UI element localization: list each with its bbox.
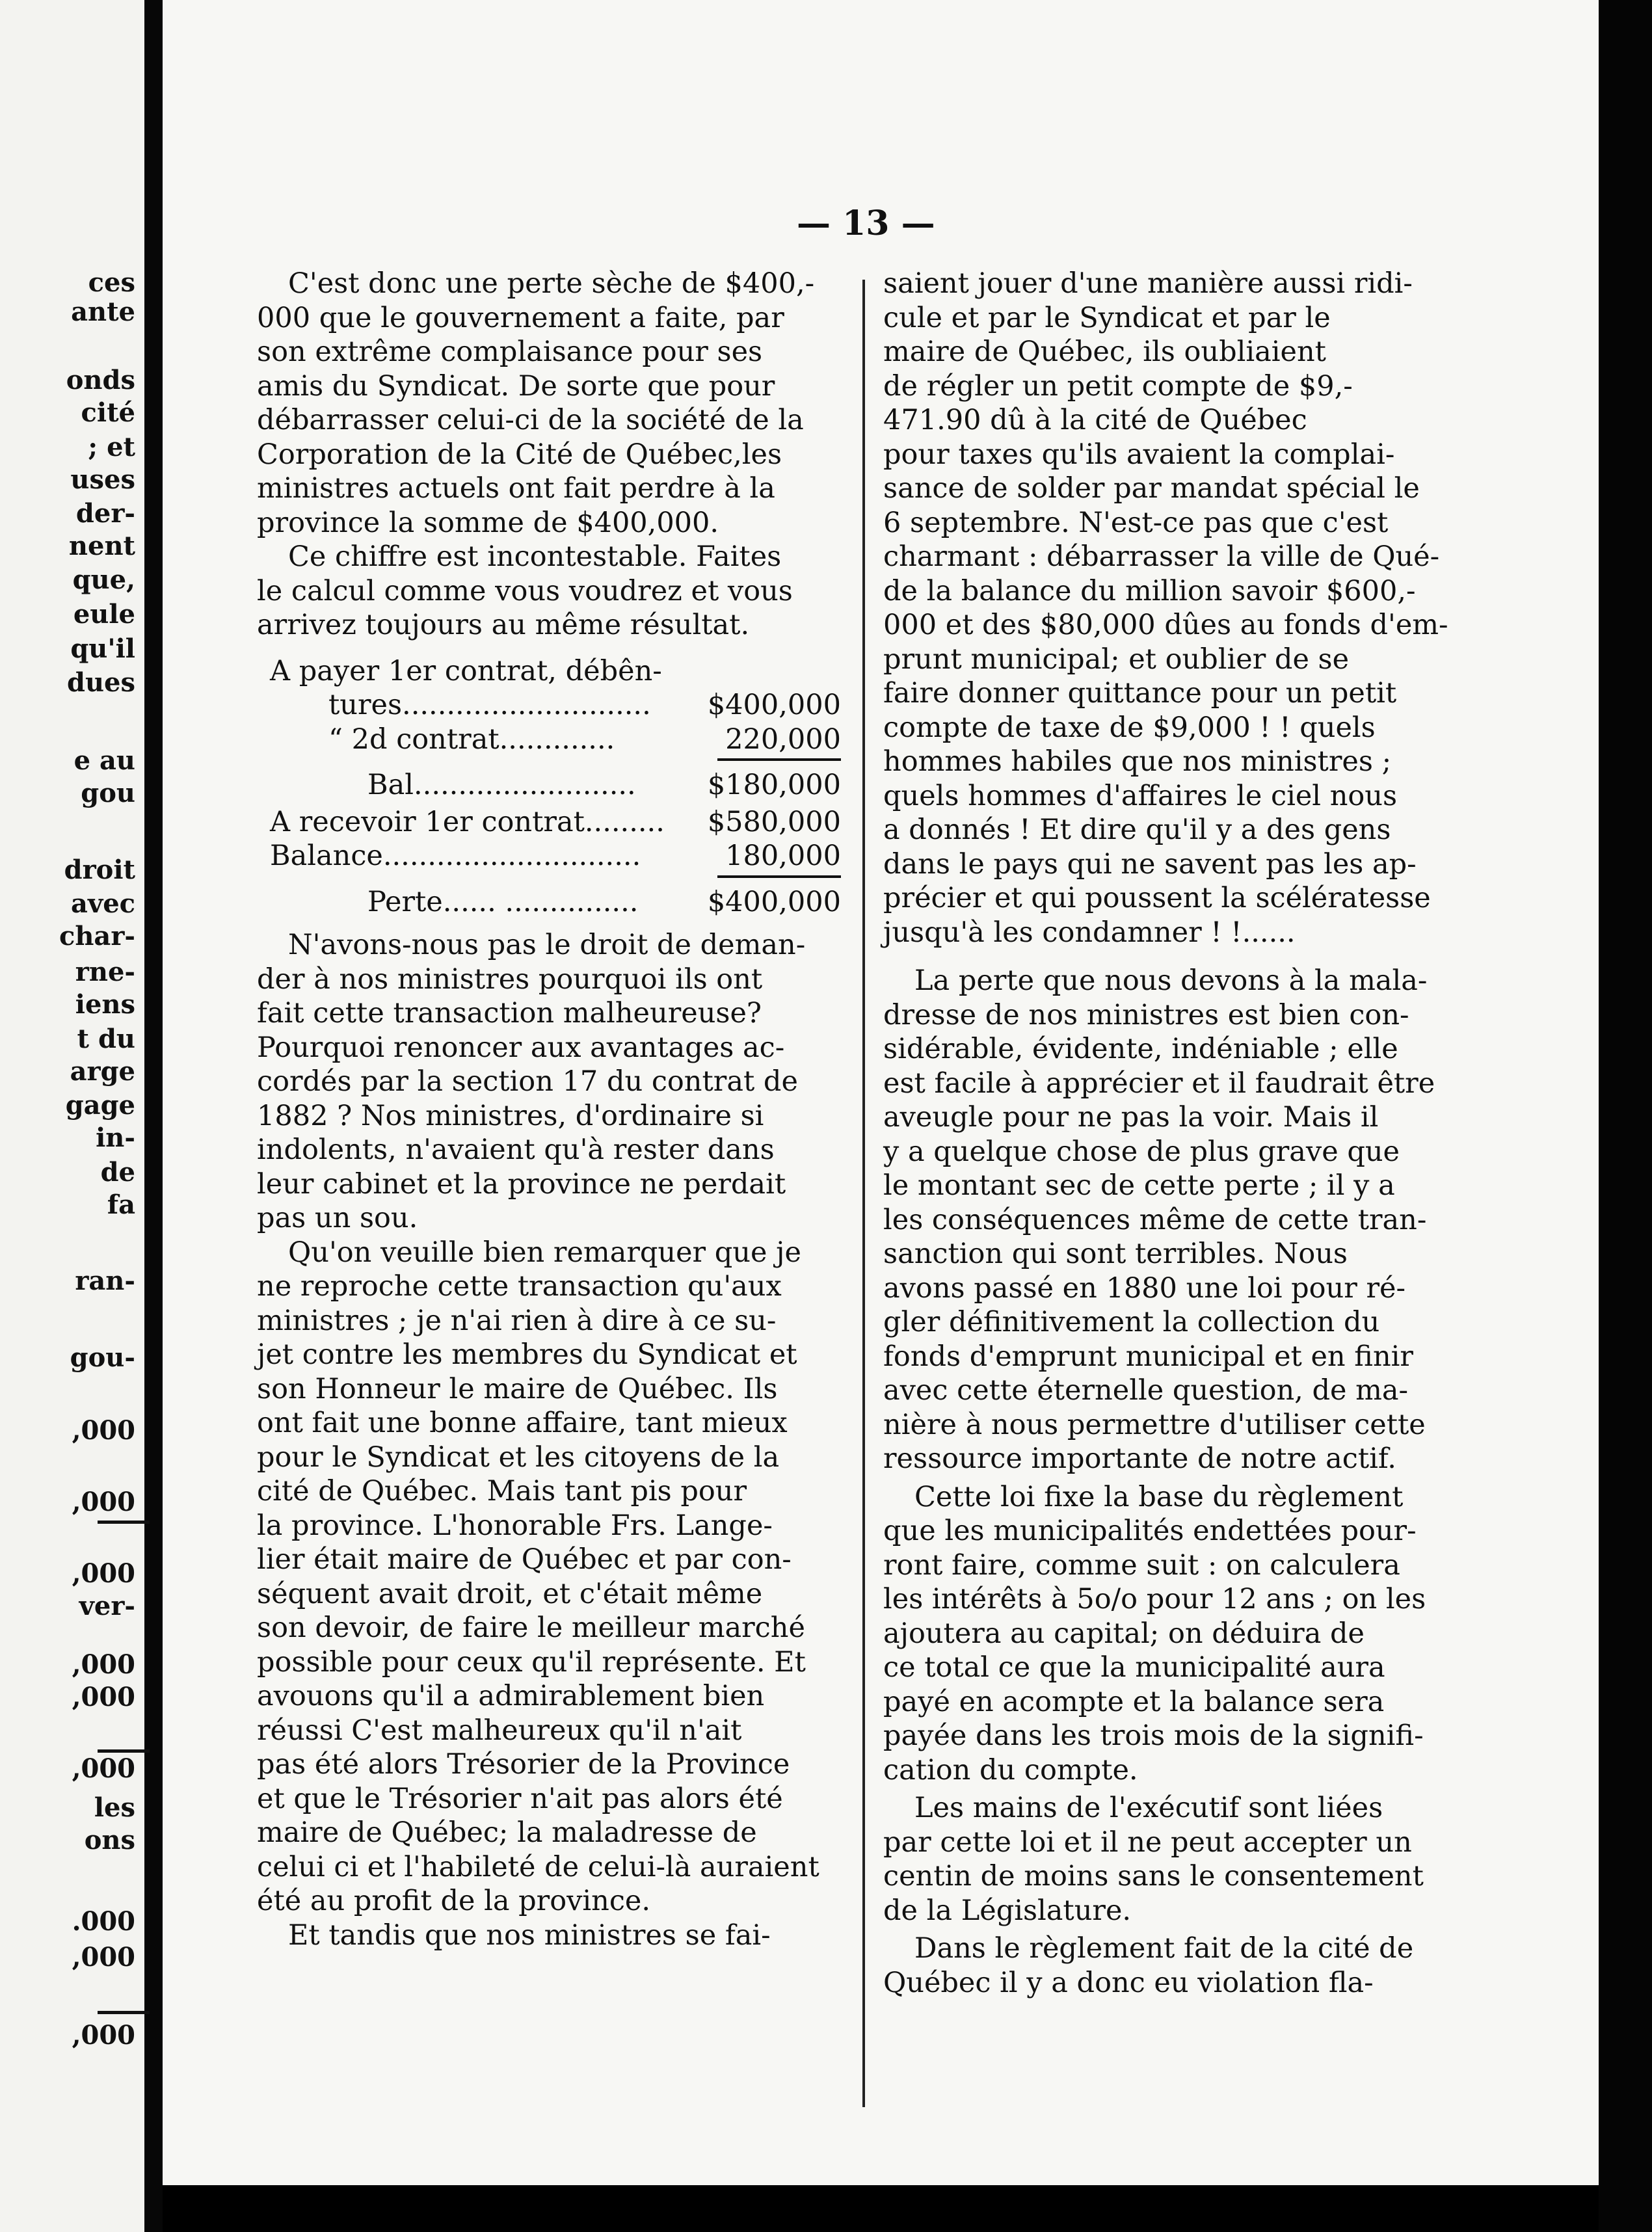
text-line: ajoutera au capital; on déduira de — [883, 1617, 1365, 1650]
text-line: 6 septembre. N'est-ce pas que c'est — [883, 506, 1389, 539]
column-divider — [862, 280, 865, 2107]
left-page-fragment-text: e au — [73, 745, 135, 776]
text-line: lier était maire de Québec et par con- — [257, 1543, 792, 1576]
text-line: réussi C'est malheureux qu'il n'ait — [257, 1714, 742, 1747]
left-page-fragment-rule — [98, 2011, 150, 2014]
left-page-fragment-text: rne- — [75, 957, 135, 987]
text-line: cité de Québec. Mais tant pis pour — [257, 1475, 747, 1508]
text-line: Corporation de la Cité de Québec,les — [257, 438, 782, 471]
text-line: fonds d'emprunt municipal et en finir — [883, 1340, 1413, 1373]
text-line: son extrême complaisance pour ses — [257, 336, 763, 368]
text-line: arrivez toujours au même résultat. — [257, 609, 750, 641]
text-line: maire de Québec, ils oubliaient — [883, 336, 1326, 368]
text-line: prunt municipal; et oublier de se — [883, 643, 1350, 676]
left-page-fragment-text: ,000 — [72, 2020, 135, 2051]
account-label: tures............................ — [328, 689, 651, 721]
paragraph-gap — [883, 950, 1472, 964]
left-page-fragment-text: de — [100, 1157, 135, 1188]
text-line: jet contre les membres du Syndicat et — [257, 1338, 797, 1371]
paragraph-gap — [257, 919, 841, 928]
text-line: Québec il y a donc eu violation fla- — [883, 1966, 1374, 1999]
sum-rule — [257, 756, 841, 763]
account-row — [257, 654, 841, 689]
text-line: sidérable, évidente, indéniable ; elle — [883, 1033, 1398, 1065]
text-line: amis du Syndicat. De sorte que pour — [257, 369, 775, 403]
left-page-fragment-text: ran- — [75, 1266, 135, 1296]
left-page-fragment-text: ; et — [88, 432, 135, 462]
text-line: pour le Syndicat et les citoyens de la — [257, 1441, 780, 1474]
text-line: ministres ; je n'ai rien à dire à ce su- — [257, 1304, 777, 1337]
text-line: les intérêts à 5o/o pour 12 ans ; on les — [883, 1583, 1426, 1615]
text-line: le montant sec de cette perte ; il y a — [883, 1169, 1395, 1202]
left-page-fragment-text: in- — [96, 1123, 135, 1153]
text-line: indolents, n'avaient qu'à rester dans — [257, 1134, 775, 1166]
text-line: Et tandis que nos ministres se fai- — [288, 1919, 771, 1952]
text-line: Les mains de l'exécutif sont liées — [914, 1792, 1383, 1824]
left-page-fragment-text: der- — [75, 498, 135, 529]
account-amount: $400,000 — [707, 885, 841, 918]
left-page-fragment-text: cité — [81, 397, 135, 428]
text-line: débarrasser celui-ci de la société de la — [257, 404, 804, 436]
text-line: centin de moins sans le consentement — [883, 1860, 1424, 1893]
account-label: Perte...... ............... — [367, 885, 639, 918]
text-line: Qu'on veuille bien remarquer que je — [288, 1236, 801, 1269]
left-page-fragment-text: t du — [77, 1024, 135, 1054]
left-page-fragment-text: fa — [107, 1189, 135, 1220]
account-amount: 180,000 — [725, 840, 841, 872]
account-label: A recevoir 1er contrat......... — [270, 805, 665, 838]
text-line: ont fait une bonne affaire, tant mieux — [257, 1407, 788, 1439]
text-line: Dans le règlement fait de la cité de — [914, 1932, 1414, 1965]
text-line: séquent avait droit, et c'était même — [257, 1577, 763, 1610]
text-line: 000 et des $80,000 dûes au fonds d'em- — [883, 609, 1448, 641]
text-line: ministres actuels ont fait perdre à la — [257, 472, 775, 505]
left-page-fragment-text: gage — [65, 1090, 135, 1121]
account-row — [257, 768, 841, 803]
left-page-fragment-text: onds — [66, 365, 135, 395]
left-page-fragment-text: ante — [71, 297, 135, 327]
left-page-fragment-text: ons — [84, 1825, 135, 1855]
scan-border — [1599, 0, 1652, 2232]
account-row — [257, 839, 841, 873]
text-line: précier et qui poussent la scélératesse — [883, 882, 1431, 914]
text-line: son devoir, de faire le meilleur marché — [257, 1612, 805, 1644]
text-line: avons passé en 1880 une loi pour ré- — [883, 1271, 1406, 1305]
left-page-fragment-text: ,000 — [72, 1682, 135, 1712]
left-page-fragment-text: ,000 — [72, 1649, 135, 1680]
text-line: pour taxes qu'ils avaient la complai- — [883, 438, 1395, 471]
text-line: dans le pays qui ne savent pas les ap- — [883, 847, 1417, 881]
text-line: C'est donc une perte sèche de $400,- — [288, 267, 815, 300]
text-line: de la balance du million savoir $600,- — [883, 574, 1416, 607]
text-line: pas été alors Trésorier de la Province — [257, 1748, 790, 1781]
account-amount: $400,000 — [707, 689, 841, 721]
text-line: fait cette transaction malheureuse? — [257, 997, 762, 1030]
text-line: gler définitivement la collection du — [883, 1306, 1380, 1338]
text-line: possible pour ceux qu'il représente. Et — [257, 1645, 806, 1679]
text-line: 471.90 dû à la cité de Québec — [883, 404, 1307, 436]
left-page-fragment-text: eule — [73, 599, 135, 630]
text-line: Pourquoi renoncer aux avantages ac- — [257, 1031, 785, 1064]
paragraph-gap — [257, 763, 841, 768]
text-line: N'avons-nous pas le droit de deman- — [288, 929, 806, 961]
text-line: est facile à apprécier et il faudrait être — [883, 1067, 1435, 1100]
account-row — [257, 805, 841, 840]
text-line: son Honneur le maire de Québec. Ils — [257, 1372, 778, 1405]
left-page-fragment-text: ,000 — [72, 1753, 135, 1784]
account-amount: $180,000 — [707, 769, 841, 801]
left-page-fragment-text: ,000 — [72, 1487, 135, 1517]
left-page-fragment-text: ,000 — [72, 1558, 135, 1589]
text-line: maire de Québec; la maladresse de — [257, 1816, 757, 1849]
account-label: Balance............................. — [270, 840, 641, 872]
text-line: leur cabinet et la province ne perdait — [257, 1167, 786, 1201]
left-column — [257, 267, 841, 1952]
text-line: de régler un petit compte de $9,- — [883, 369, 1353, 403]
page-gutter — [144, 0, 163, 2232]
text-line: ne reproche cette transaction qu'aux — [257, 1270, 782, 1303]
left-page-fragment-text: nent — [68, 531, 135, 561]
left-page-fragment-text: arge — [70, 1056, 135, 1087]
text-line: payé en acompte et la balance sera — [883, 1685, 1385, 1718]
text-line: jusqu'à les condamner ! !...... — [883, 916, 1296, 949]
account-label: Bal......................... — [367, 769, 636, 801]
text-line: avouons qu'il a admirablement bien — [257, 1680, 765, 1712]
text-line: sance de solder par mandat spécial le — [883, 472, 1420, 505]
paragraph-gap — [257, 643, 841, 654]
text-line: faire donner quittance pour un petit — [883, 677, 1397, 710]
text-line: été au profit de la province. — [257, 1885, 651, 1917]
text-line: sanction qui sont terribles. Nous — [883, 1238, 1348, 1270]
text-line: pas un sou. — [257, 1202, 418, 1234]
left-page-fragment-rule — [98, 1521, 150, 1524]
text-line: ce total ce que la municipalité aura — [883, 1651, 1385, 1684]
text-line: aveugle pour ne pas la voir. Mais il — [883, 1101, 1379, 1134]
text-line: la province. L'honorable Frs. Lange- — [257, 1509, 773, 1542]
left-page-fragment-text: ces — [88, 267, 135, 298]
text-line: y a quelque chose de plus grave que — [883, 1135, 1400, 1168]
right-column — [883, 267, 1472, 2000]
text-line: de la Législature. — [883, 1894, 1132, 1927]
account-row — [257, 688, 841, 723]
text-line: celui ci et l'habileté de celui-là auraient — [257, 1850, 819, 1883]
left-page-fragment-text: les — [94, 1792, 135, 1823]
account-amount: $580,000 — [707, 805, 841, 838]
text-line: ressource importante de notre actif. — [883, 1442, 1396, 1475]
text-line: nière à nous permettre d'utiliser cette — [883, 1408, 1426, 1441]
text-line: cule et par le Syndicat et par le — [883, 301, 1331, 334]
text-line: province la somme de $400,000. — [257, 506, 719, 539]
text-line: cation du compte. — [883, 1753, 1138, 1787]
sum-rule — [257, 873, 841, 880]
account-amount: 220,000 — [725, 723, 841, 756]
left-page-fragment-rule — [98, 1749, 150, 1753]
text-line: cordés par la section 17 du contrat de — [257, 1065, 798, 1098]
text-line: 1882 ? Nos ministres, d'ordinaire si — [257, 1099, 764, 1132]
paragraph-gap — [257, 880, 841, 885]
left-page-fragment-text: avec — [71, 888, 135, 919]
text-line: Cette loi fixe la base du règlement — [914, 1480, 1404, 1513]
text-line: et que le Trésorier n'ait pas alors été — [257, 1782, 783, 1815]
text-line: der à nos ministres pourquoi ils ont — [257, 963, 763, 996]
account-label: A payer 1er contrat, débên- — [270, 654, 662, 687]
text-line: le calcul comme vous voudrez et vous — [257, 574, 793, 607]
left-page-fragment-text: char- — [59, 921, 135, 951]
left-page-fragment-text: ,000 — [72, 1415, 135, 1446]
left-page-fragment-text: dues — [66, 667, 135, 698]
text-line: dresse de nos ministres est bien con- — [883, 998, 1409, 1031]
text-line: les conséquences même de cette tran- — [883, 1203, 1427, 1236]
text-line: 000 que le gouvernement a faite, par — [257, 301, 784, 334]
left-page-fragment-text: ,000 — [72, 1942, 135, 1973]
left-page-fragment-text: .000 — [72, 1906, 135, 1937]
left-page-fragment-text: que, — [72, 565, 135, 595]
page-number: — 13 — — [797, 204, 935, 243]
left-page-fragment-text: gou- — [70, 1342, 135, 1373]
text-line: saient jouer d'une manière aussi ridi- — [883, 267, 1413, 300]
text-line: Ce chiffre est incontestable. Faites — [288, 540, 782, 573]
text-line: quels hommes d'affaires le ciel nous — [883, 779, 1398, 812]
left-page-fragment-text: droit — [64, 855, 135, 885]
text-line: ront faire, comme suit : on calculera — [883, 1548, 1400, 1582]
account-row — [257, 885, 841, 920]
left-page-fragment-text: ver- — [79, 1591, 135, 1621]
left-page-fragment-text: qu'il — [70, 633, 135, 664]
left-page-fragment-text: gou — [81, 778, 135, 808]
left-page-fragment-text: uses — [70, 464, 135, 495]
account-row — [257, 723, 841, 757]
text-line: que les municipalités endettées pour- — [883, 1515, 1417, 1547]
text-line: charmant : débarrasser la ville de Qué- — [883, 540, 1440, 573]
text-line: compte de taxe de $9,000 ! ! quels — [883, 711, 1376, 744]
text-line: payée dans les trois mois de la signifi- — [883, 1720, 1424, 1752]
text-line: hommes habiles que nos ministres ; — [883, 745, 1392, 778]
account-label: “ 2d contrat............. — [328, 723, 615, 756]
text-line: avec cette éternelle question, de ma- — [883, 1374, 1409, 1407]
text-line: a donnés ! Et dire qu'il y a des gens — [883, 814, 1391, 846]
text-line: La perte que nous devons à la mala- — [914, 964, 1428, 997]
left-page-fragment-text: iens — [75, 989, 135, 1020]
text-line: par cette loi et il ne peut accepter un — [883, 1826, 1412, 1859]
